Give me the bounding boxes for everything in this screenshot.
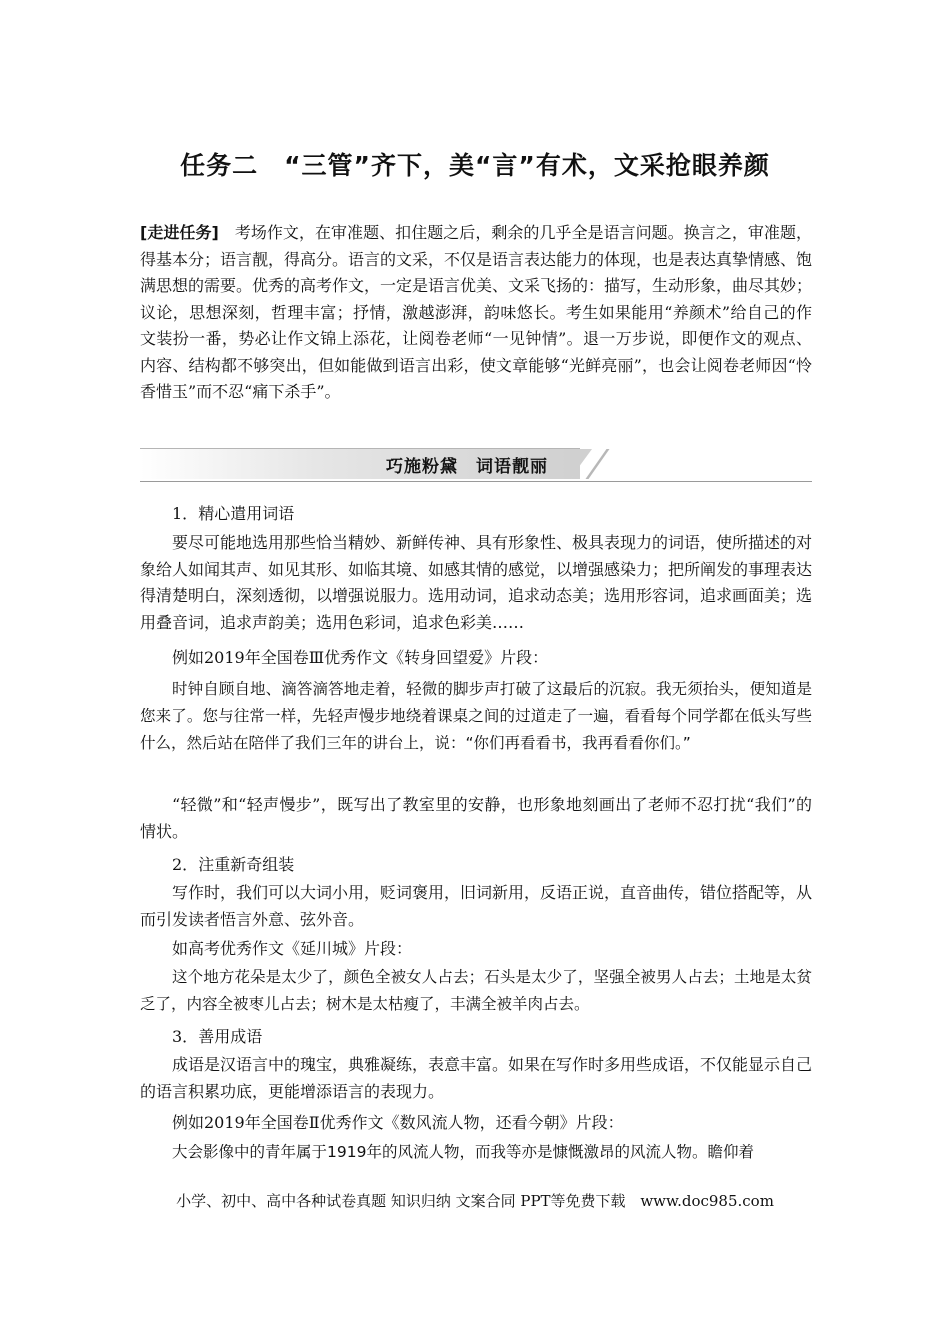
section-title: 精心遣用词语: [198, 504, 295, 523]
section-3-example-intro: 例如2019年全国卷Ⅱ优秀作文《数风流人物，还看今朝》片段：: [172, 1113, 624, 1132]
section-heading-1: [172, 501, 294, 524]
section-3-excerpt: 大会影像中的青年属于1919年的风流人物，而我等亦是慷慨激昂的风流人物。瞻仰着: [172, 1143, 754, 1161]
section-number: 3．: [172, 1027, 199, 1046]
section-banner: [140, 446, 812, 484]
section-heading-3: [172, 1024, 262, 1047]
section-1-example-intro: 例如2019年全国卷Ⅲ优秀作文《转身回望爱》片段：: [172, 648, 549, 667]
section-1-description: 要尽可能地选用那些恰当精妙、新鲜传神、具有形象性、极具表现力的词语，使所描述的对象给人如闻其声、如见其形、如临其境、如感其情的感觉，以增强感染力；把所阐发的事理表达得清楚明白，深刻透彻，以增强说服力。选用动词，追求动态美；选用形容词，追求画面美；选用叠音词，追求声韵美；选用色彩词，追求色彩美……: [140, 533, 813, 632]
section-title: 注重新奇组装: [198, 855, 295, 874]
section-number: 1．: [172, 504, 199, 523]
section-3-description: 成语是汉语言中的瑰宝，典雅凝练，表意丰富。如果在写作时多用些成语，不仅能显示自己的语言积累功底，更能增添语言的表现力。: [140, 1055, 813, 1101]
section-heading-2: [172, 852, 294, 875]
section-title: 善用成语: [198, 1027, 263, 1046]
intro-paragraph: [140, 220, 812, 406]
section-number: 2．: [172, 855, 199, 874]
section-2-excerpt: 这个地方花朵是太少了，颜色全被女人占去；石头是太少了，坚强全被男人占去；土地是太贫乏了，内容全被枣儿占去；树木是太枯瘦了，丰满全被羊肉占去。: [140, 968, 812, 1013]
section-1-comment: “轻微”和“轻声慢步”，既写出了教室里的安静，也形象地刻画出了老师不忍打扰“我们”的情状。: [140, 795, 812, 841]
section-2-example-intro: 如高考优秀作文《延川城》片段：: [172, 939, 413, 958]
banner-bottom-rule: [140, 481, 812, 482]
section-1-excerpt: 时钟自顾自地、滴答滴答地走着，轻微的脚步声打破了这最后的沉寂。我无须抬头，便知道是您来了。您与往常一样，先轻声慢步地绕着课桌之间的过道走了一遍，看看每个同学都在低头写些什么，然后站在陪伴了我们三年的讲台上，说：“你们再看看书，我再看看你们。”: [140, 680, 812, 752]
intro-text: 考场作文，在审准题、扣住题之后，剩余的几乎全是语言问题。换言之，审准题，得基本分；语言靓，得高分。语言的文采，不仅是语言表达能力的体现，也是表达真挚情感、饱满思想的需要。优秀的高考作文，一定是语言优美、文采飞扬的：描写，生动形象，曲尽其妙；议论，思想深刻，哲理丰富；抒情，激越澎湃，韵味悠长。考生如果能用“养颜术”给自己的作文装扮一番，势必让作文锦上添花，让阅卷老师“一见钟情”。退一万步说，即便作文的观点、内容、结构都不够突出，但如能做到语言出彩，使文章能够“光鲜亮丽”，也会让阅卷老师因“怜香惜玉”而不忍“痛下杀手”。: [140, 223, 813, 401]
section-2-description: 写作时，我们可以大词小用，贬词褒用，旧词新用，反语正说，直音曲传，错位搭配等，从而引发读者悟言外意、弦外音。: [140, 883, 813, 929]
banner-label: 巧施粉黛 词语靓丽: [386, 457, 548, 477]
page-footer: [0, 1190, 950, 1211]
intro-tag: [走进任务]: [140, 223, 219, 242]
footer-url: www.doc985.com: [640, 1192, 774, 1210]
page-title: 任务二 “三管”齐下，美“言”有术，文采抢眼养颜: [180, 151, 770, 180]
footer-text: 小学、初中、高中各种试卷真题 知识归纳 文案合同 PPT等免费下载: [176, 1192, 626, 1210]
